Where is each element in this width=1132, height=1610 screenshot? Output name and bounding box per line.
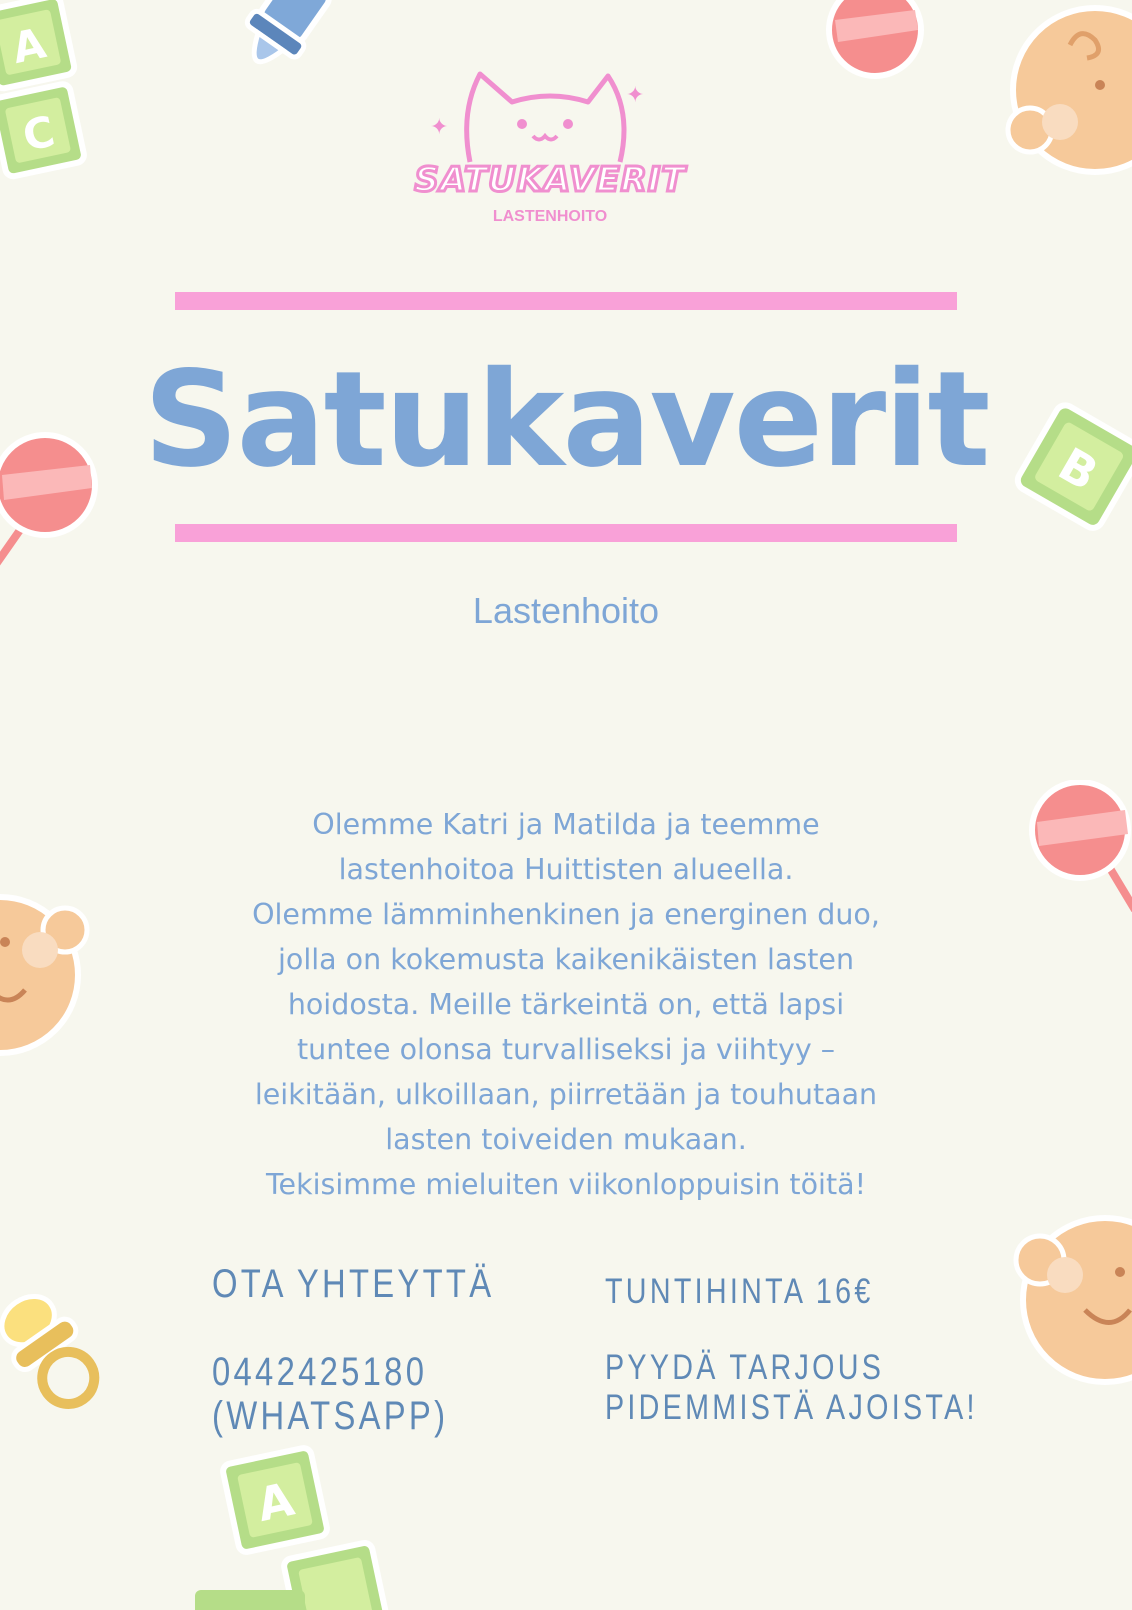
logo-subtitle: LASTENHOITO — [492, 208, 608, 225]
intro-line: Olemme lämminhenkinen ja energinen duo, — [252, 898, 880, 931]
svg-text:A: A — [252, 1471, 299, 1533]
intro-line: lastenhoitoa Huittisten alueella. — [338, 853, 794, 886]
intro-line: jolla on kokemusta kaikenikäisten lasten — [277, 943, 855, 976]
baby-face-icon — [1000, 0, 1132, 180]
pacifier-icon — [0, 1280, 110, 1430]
contact-heading: OTA YHTEYTTÄ — [212, 1262, 495, 1306]
divider-top — [175, 292, 957, 310]
logo — [400, 62, 700, 238]
logo-name: SATUKAVERIT — [414, 160, 686, 200]
rattle-icon — [820, 0, 930, 90]
baby-face-icon — [0, 880, 100, 1060]
intro-line: tuntee olonsa turvalliseksi ja viihtyy – — [296, 1033, 835, 1066]
hourly-rate: TUNTIHINTA 16€ — [605, 1272, 874, 1311]
intro-text — [200, 802, 932, 1207]
abc-blocks-icon — [0, 0, 100, 210]
page-subtitle: Lastenhoito — [472, 590, 660, 631]
intro-line: Tekisimme mieluiten viikonloppuisin töitä! — [265, 1168, 867, 1201]
offer-line: PYYDÄ TARJOUS — [605, 1348, 885, 1387]
svg-text:B: B — [1049, 436, 1107, 502]
phone-number: 0442425180 — [212, 1350, 428, 1394]
intro-line: hoidosta. Meille tärkeintä on, että lapsi — [287, 988, 845, 1021]
intro-line: Olemme Katri ja Matilda ja teemme — [312, 808, 820, 841]
svg-text:✦: ✦ — [626, 83, 645, 108]
page-title: Satukaverit — [143, 343, 989, 497]
intro-line: leikitään, ulkoillaan, piirretään ja touhutaan — [254, 1078, 878, 1111]
cat-icon — [400, 62, 700, 172]
svg-text:C: C — [18, 106, 59, 161]
intro-line: lasten toiveiden mukaan. — [385, 1123, 747, 1156]
abc-blocks-icon — [195, 1440, 395, 1610]
contact-phone — [212, 1350, 448, 1438]
baby-bottle-icon — [210, 0, 340, 100]
baby-face-icon — [1010, 1200, 1132, 1390]
offer-line: PIDEMMISTÄ AJOISTA! — [605, 1388, 978, 1427]
phone-note: (WHATSAPP) — [212, 1394, 449, 1438]
quote-offer — [605, 1348, 978, 1428]
svg-text:✦: ✦ — [430, 115, 449, 140]
rattle-icon — [1025, 780, 1132, 920]
svg-text:A: A — [7, 18, 50, 74]
divider-bottom — [175, 524, 957, 542]
